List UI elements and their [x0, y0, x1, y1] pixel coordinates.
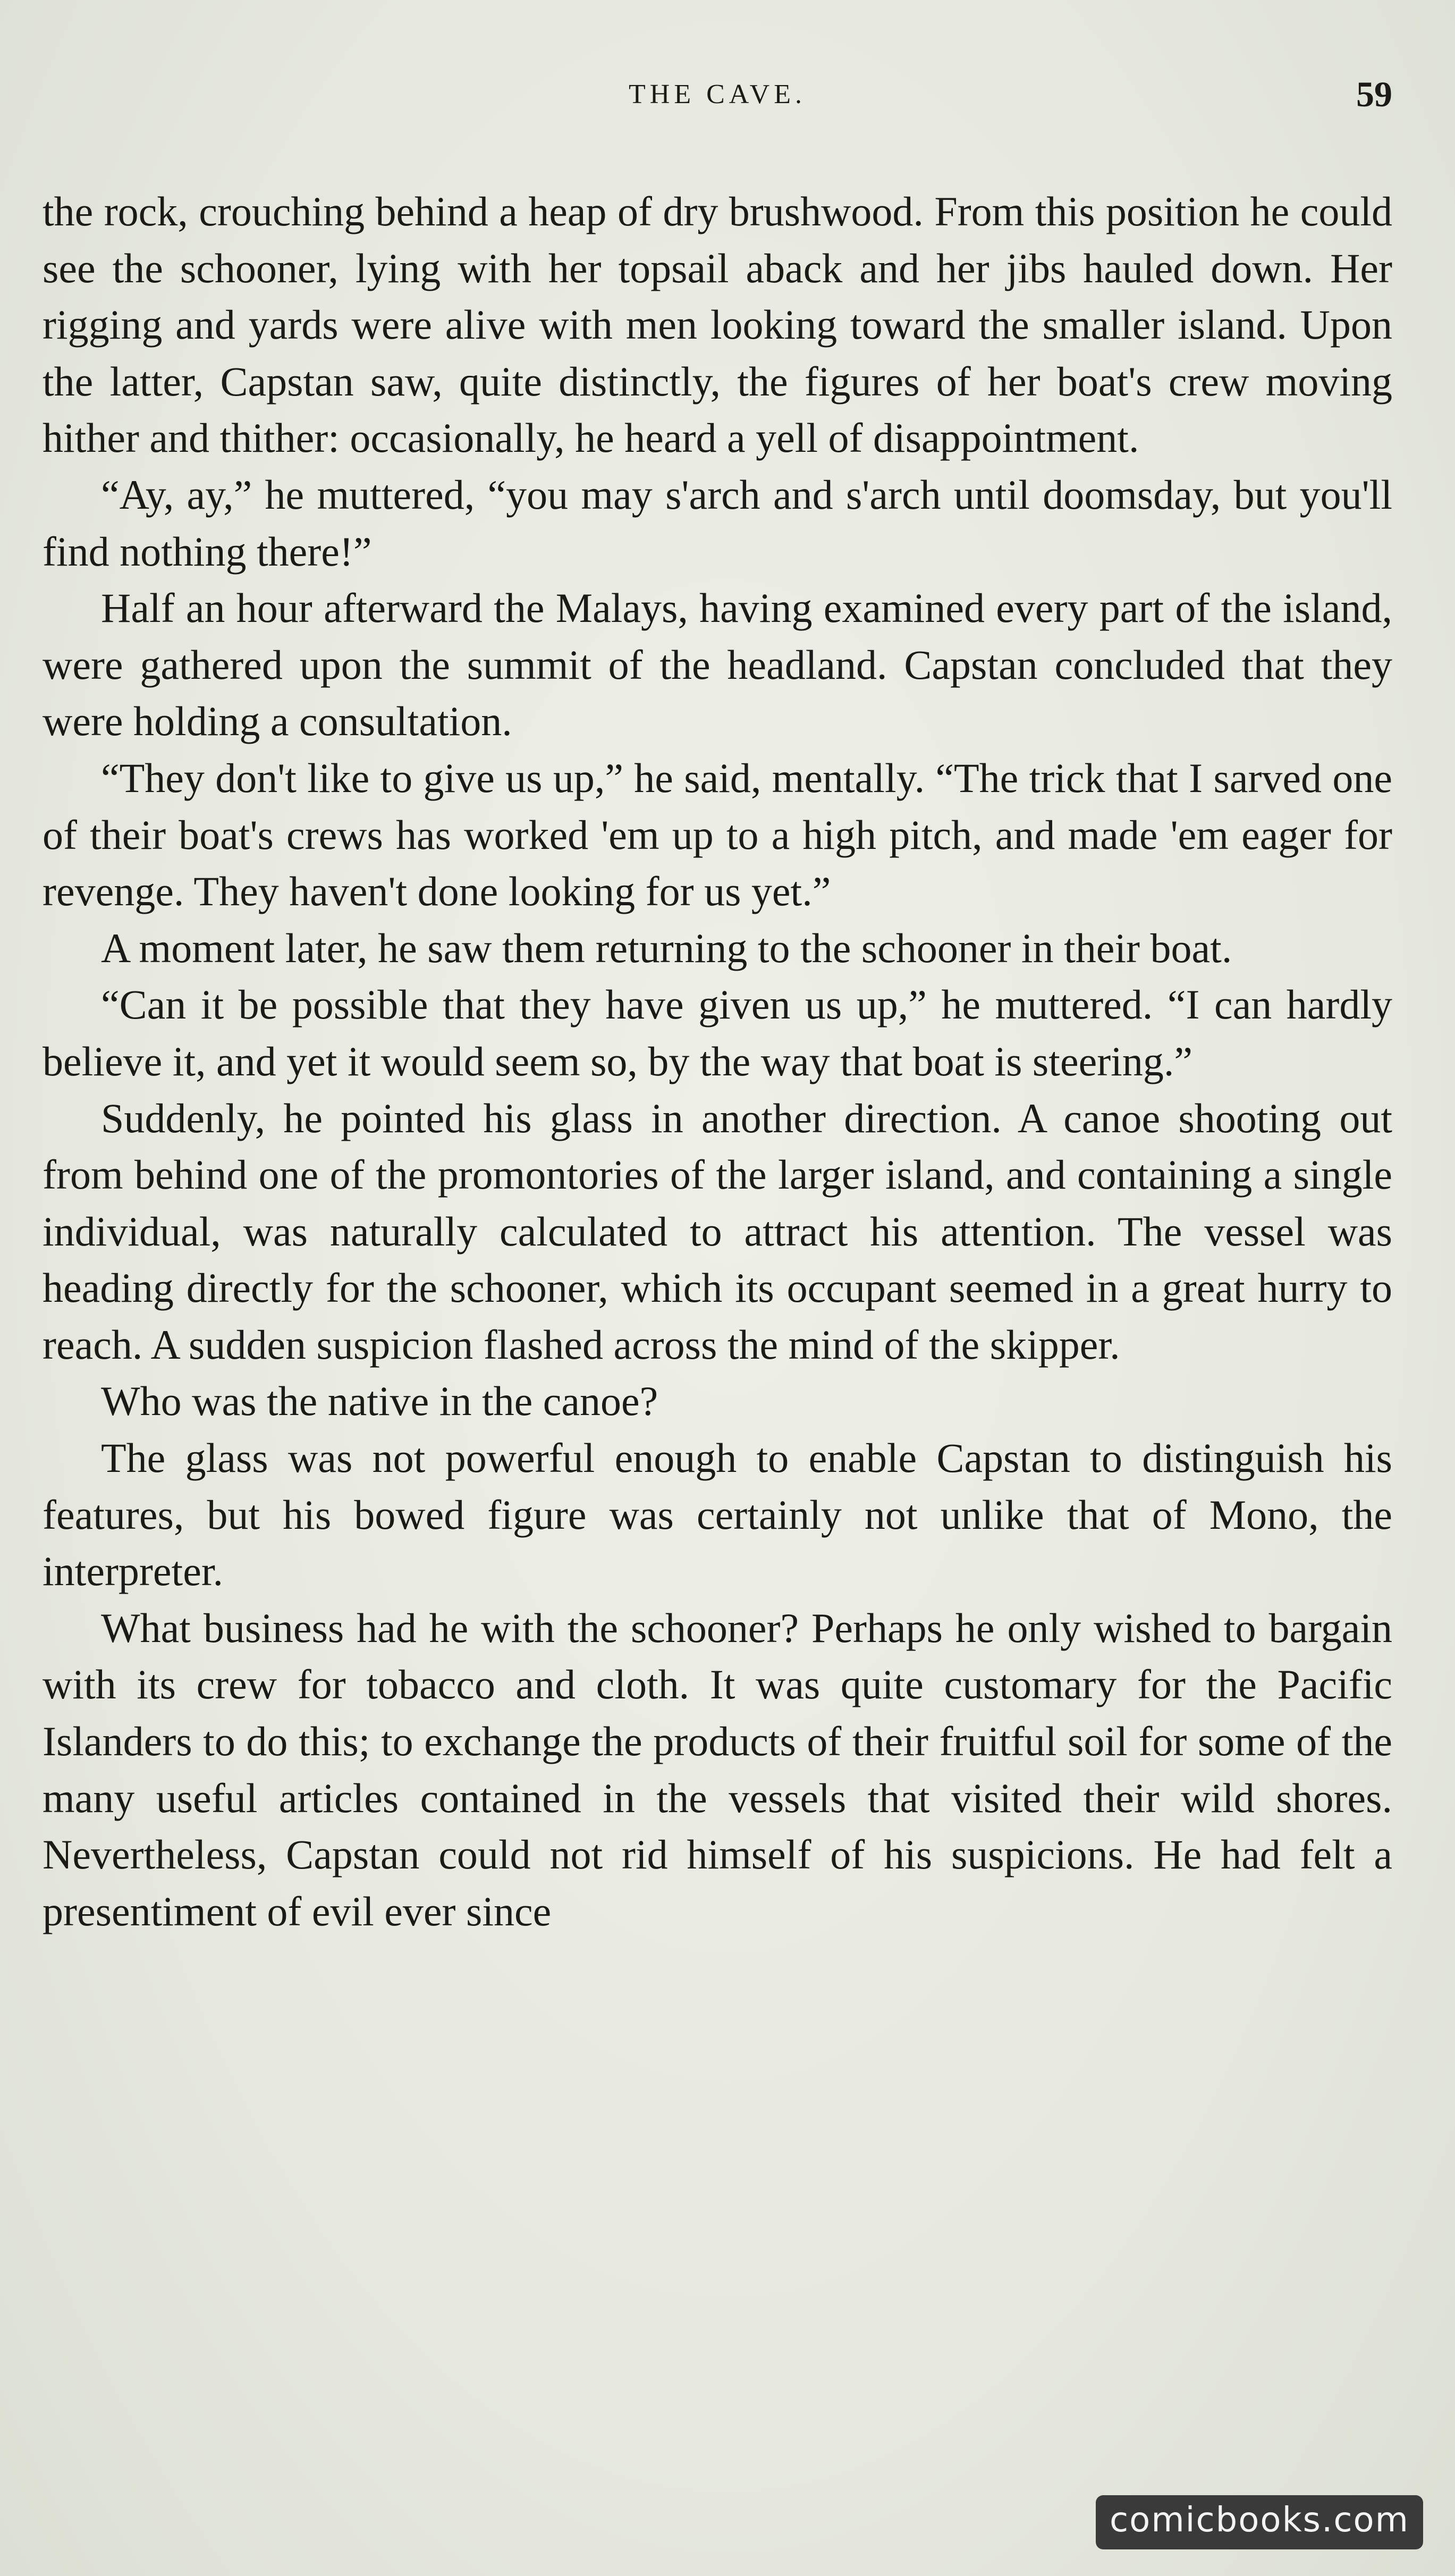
paragraph: Who was the native in the canoe? [101, 1378, 658, 1425]
paragraph: the rock, crouching behind a heap of dry brushwood. From this position he could see the schooner, lying with her topsail aback and her jibs hauled down. Her rigging and yards were alive with men looking toward the smaller island. Upon the latter, Capstan saw, quite distinctly, the figures of her boat's crew moving hither and thither: occasionally, he heard a yell of disappointment. [43, 188, 1392, 461]
watermark: comicbooks.com [1096, 2495, 1423, 2549]
paragraph: “They don't like to give us up,” he said, mentally. “The trick that I sarved one of their boat's crews has worked 'em up to a high pitch, and made 'em eager for revenge. They haven't done looking for us yet.” [43, 754, 1392, 915]
running-head: THE CAVE. [629, 79, 806, 110]
paragraph: The glass was not powerful enough to enable Capstan to distinguish his features, but his bowed figure was certainly not unlike that of Mono, the interpreter. [43, 1435, 1392, 1595]
paragraph: “Ay, ay,” he muttered, “you may s'arch and s'arch until doomsday, but you'll find nothing there!” [43, 471, 1392, 575]
paragraph: What business had he with the schooner? Perhaps he only wished to bargain with its crew for tobacco and cloth. It was quite customary for the Pacific Islanders to do this; to exchange the products of their fruitful soil for some of the many useful articles contained in the vessels that visited their wild shores. Nevertheless, Capstan could not rid himself of his suspicions. He had felt a presentiment of evil ever since [43, 1604, 1392, 1934]
page-header [43, 73, 1392, 127]
page-number: 59 [1356, 74, 1392, 114]
paragraph: “Can it be possible that they have given us up,” he muttered. “I can hardly believe it, and yet it would seem so, by the way that boat is steering.” [43, 981, 1392, 1084]
paragraph: Half an hour afterward the Malays, having examined every part of the island, were gathered upon the summit of the headland. Capstan concluded that they were holding a consultation. [43, 585, 1392, 745]
body-text [43, 183, 1392, 1940]
paragraph: Suddenly, he pointed his glass in another direction. A canoe shooting out from behind one of the promontories of the larger island, and containing a single individual, was naturally calculated to attract his attention. The vessel was heading directly for the schooner, which its occupant seemed in a great hurry to reach. A sudden suspicion flashed across the mind of the skipper. [43, 1095, 1392, 1368]
paragraph: A moment later, he saw them returning to the schooner in their boat. [101, 924, 1232, 971]
